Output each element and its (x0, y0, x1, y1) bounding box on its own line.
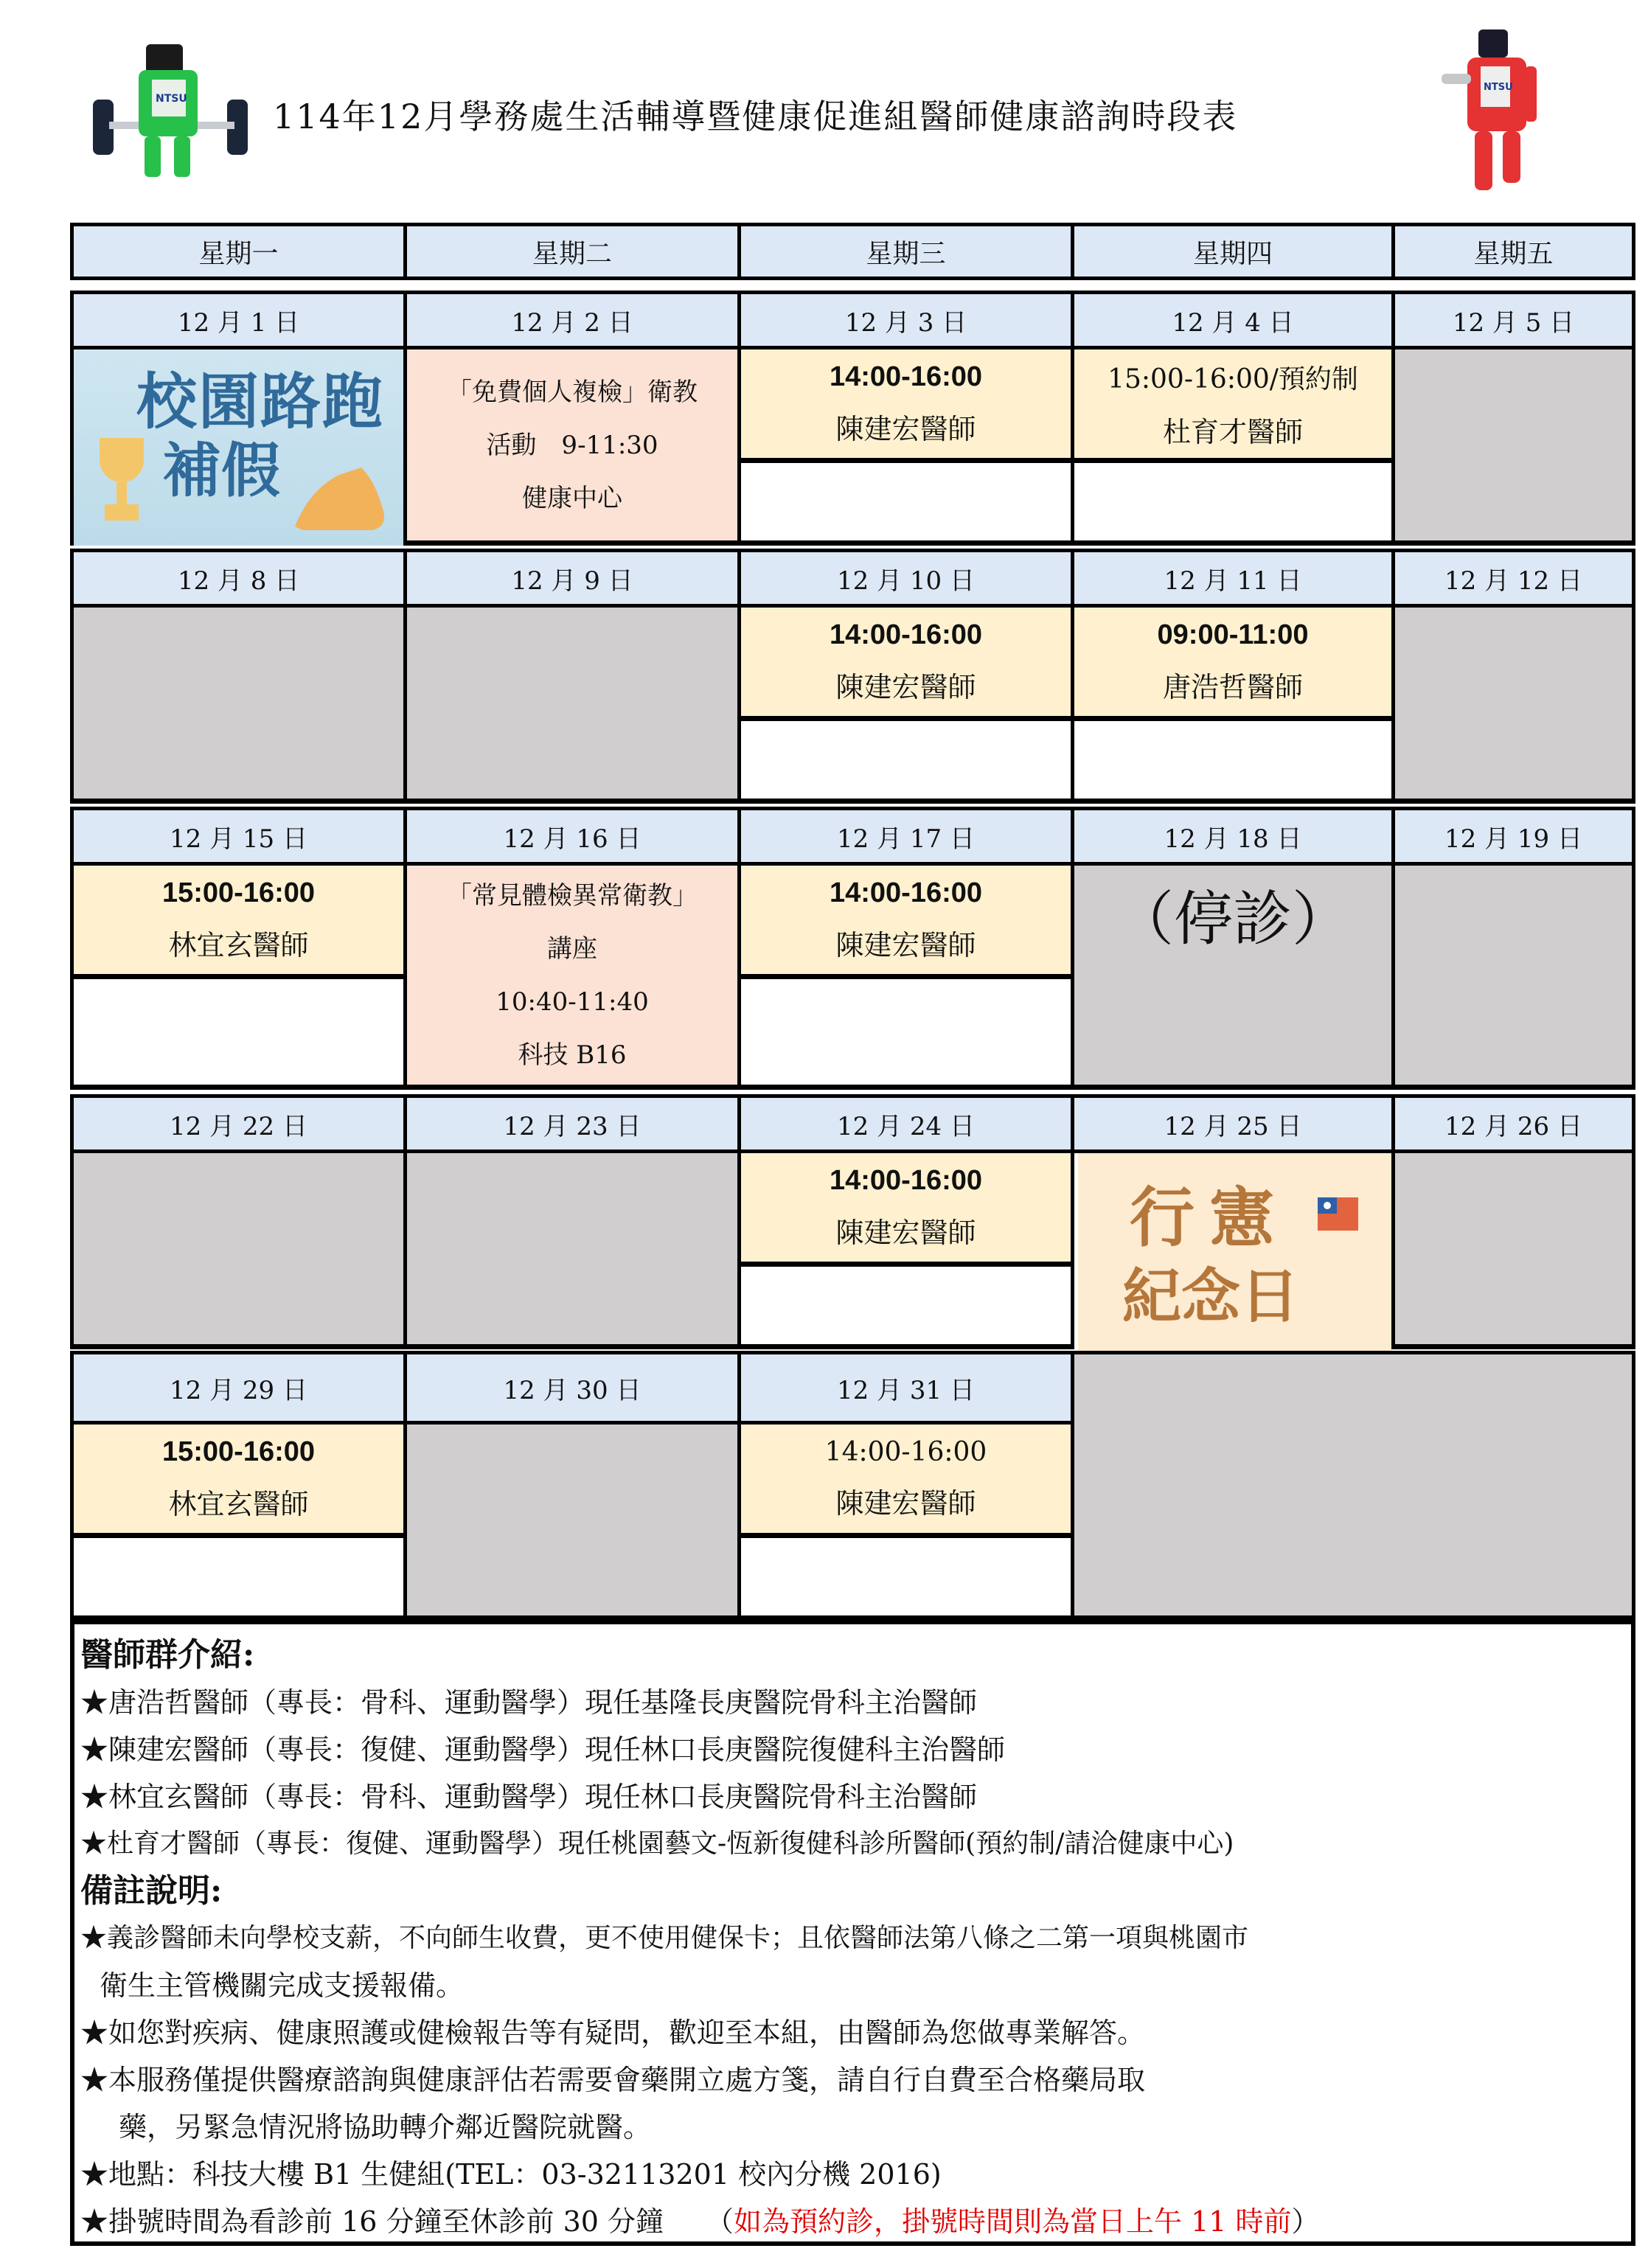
clinic-time: 15:00-16:00 (161, 877, 316, 908)
date-cell (1071, 807, 1395, 866)
doctor-name: 杜育才醫師 (1162, 415, 1303, 448)
date-cell (403, 1094, 741, 1153)
closed-cell (403, 1153, 741, 1349)
event-cell (403, 866, 741, 1090)
clinic-slot (737, 608, 1074, 721)
date-label: 12 月 8 日 (177, 566, 300, 596)
doctor-intro-item: ★唐浩哲醫師（專長：骨科、運動醫學）現任基隆長庚醫院骨科主治醫師 (80, 1686, 978, 1719)
weekday-header-thu (1071, 223, 1395, 280)
date-cell (1391, 549, 1635, 608)
date-cell (1071, 549, 1395, 608)
date-label: 12 月 1 日 (177, 307, 300, 338)
event-time: 活動 9-11:30 (486, 430, 658, 460)
date-cell (737, 291, 1074, 349)
date-cell (403, 291, 741, 349)
svg-text:NTSU: NTSU (1484, 82, 1513, 93)
date-label: 12 月 26 日 (1444, 1111, 1582, 1141)
date-label: 12 月 31 日 (837, 1375, 975, 1405)
weekday-label: 星期一 (198, 238, 279, 269)
clinic-time: 14:00-16:00 (824, 1436, 987, 1467)
empty-slot (70, 979, 407, 1090)
clinic-slot (70, 1425, 407, 1538)
event-time: 10:40-11:40 (496, 987, 649, 1017)
page-title: 114年12月學務處生活輔導暨健康促進組醫師健康諮詢時段表 (273, 97, 1238, 136)
closed-cell (403, 1425, 741, 1621)
empty-slot (737, 1538, 1074, 1621)
closed-cell (1071, 866, 1395, 1090)
empty-slot (737, 721, 1074, 804)
event-location: 健康中心 (522, 483, 622, 513)
event-title: 「常見體檢異常衛教」 (447, 880, 698, 911)
registration-close: ） (1291, 2205, 1320, 2238)
date-cell (1391, 1094, 1635, 1153)
shoe-icon (288, 460, 398, 541)
date-cell (403, 549, 741, 608)
date-label: 12 月 23 日 (503, 1111, 642, 1141)
empty-slot (1071, 463, 1395, 546)
closed-cell (1391, 349, 1635, 546)
closed-cell (1071, 1351, 1635, 1621)
closed-cell (1391, 1153, 1635, 1349)
registration-text: ★掛號時間為看診前 16 分鐘至休診前 30 分鐘 （ (80, 2205, 734, 2238)
doctor-intro-item: ★陳建宏醫師（專長：復健、運動醫學）現任林口長庚醫院復健科主治醫師 (80, 1733, 1006, 1766)
date-label: 12 月 16 日 (503, 824, 642, 854)
location-item: ★地點：科技大樓 B1 生健組(TEL：03-32113201 校內分機 2016) (80, 2158, 942, 2191)
date-cell (737, 1094, 1074, 1153)
remarks-heading: 備註說明: (80, 1872, 223, 1910)
doctor-name: 陳建宏醫師 (835, 412, 976, 445)
date-cell (1391, 291, 1635, 349)
remark-item: ★義診醫師未向學校支薪，不向師生收費，更不使用健保卡；且依醫師法第八條之二第一項與桃園市 (80, 1923, 1249, 1953)
doctor-intro-item: ★杜育才醫師（專長：復健、運動醫學）現任桃園藝文-恆新復健科診所醫師(預約制/請洽健康中心) (80, 1829, 1234, 1859)
date-label: 12 月 29 日 (170, 1375, 307, 1405)
closed-cell (70, 1153, 407, 1349)
weekday-label: 星期五 (1473, 238, 1554, 269)
date-cell (1391, 807, 1635, 866)
date-label: 12 月 18 日 (1164, 824, 1302, 854)
clinic-slot (737, 1425, 1074, 1538)
doctor-name: 陳建宏醫師 (835, 928, 976, 961)
doctor-name: 林宜玄醫師 (168, 1487, 309, 1520)
appointment-notice: 如為預約診，掛號時間則為當日上午 11 時前 (734, 2205, 1292, 2238)
clinic-closed-label: （停診） (1115, 884, 1351, 953)
closed-cell (70, 608, 407, 804)
weekday-header-tue (403, 223, 741, 280)
date-cell (737, 807, 1074, 866)
date-label: 12 月 15 日 (170, 824, 307, 854)
remark-item-continued: 衛生主管機關完成支援報備。 (100, 1969, 465, 2002)
weekday-label: 星期四 (1192, 238, 1273, 269)
notes-panel (70, 1619, 1635, 2246)
event-cell (403, 349, 741, 546)
date-label: 12 月 4 日 (1172, 307, 1294, 338)
weekday-label: 星期三 (866, 238, 946, 269)
doctor-name: 陳建宏醫師 (835, 1486, 976, 1520)
clinic-time: 09:00-11:00 (1157, 619, 1309, 650)
banner-text: 校園路跑 (136, 367, 385, 437)
date-cell (737, 1351, 1074, 1425)
clinic-time: 14:00-16:00 (829, 619, 983, 650)
date-label: 12 月 3 日 (844, 307, 967, 338)
clinic-slot (737, 1153, 1074, 1267)
green-robot-icon (87, 29, 257, 184)
doctor-name: 陳建宏醫師 (835, 1216, 976, 1249)
weekday-header-mon (70, 223, 407, 280)
clinic-slot (1071, 349, 1395, 463)
doctor-name: 陳建宏醫師 (835, 670, 976, 703)
date-label: 12 月 12 日 (1444, 566, 1582, 596)
closed-cell (1391, 866, 1635, 1090)
weekday-header-wed (737, 223, 1074, 280)
weekday-label: 星期二 (532, 238, 612, 269)
svg-text:NTSU: NTSU (156, 93, 187, 105)
clinic-time: 15:00-16:00/預約制 (1108, 363, 1358, 394)
date-cell (403, 1351, 741, 1425)
campus-run-holiday-banner (70, 349, 403, 546)
clinic-time: 14:00-16:00 (829, 1164, 983, 1196)
date-label: 12 月 2 日 (511, 307, 633, 338)
banner-text: 紀念日 (1122, 1262, 1299, 1331)
date-label: 12 月 24 日 (837, 1111, 975, 1141)
red-robot-icon (1438, 22, 1548, 199)
clinic-time: 15:00-16:00 (161, 1436, 316, 1467)
registration-item (80, 2198, 1625, 2245)
weekday-header-fri (1391, 223, 1635, 280)
date-cell (403, 807, 741, 866)
empty-slot (70, 1538, 407, 1621)
date-cell (70, 807, 407, 866)
doctor-name: 林宜玄醫師 (168, 928, 309, 961)
event-subtitle: 講座 (547, 933, 597, 964)
empty-slot (737, 463, 1074, 546)
banner-text: 行憲 (1130, 1180, 1290, 1256)
date-cell (70, 549, 407, 608)
doctor-intro-item: ★林宜玄醫師（專長：骨科、運動醫學）現任林口長庚醫院骨科主治醫師 (80, 1781, 978, 1813)
doctors-heading: 醫師群介紹: (80, 1636, 255, 1674)
date-label: 12 月 9 日 (511, 566, 633, 596)
date-label: 12 月 5 日 (1452, 307, 1575, 338)
date-label: 12 月 19 日 (1444, 824, 1582, 854)
date-label: 12 月 30 日 (503, 1375, 642, 1405)
closed-cell (403, 608, 741, 804)
remark-item: ★如您對疾病、健康照護或健檢報告等有疑問，歡迎至本組，由醫師為您做專業解答。 (80, 2017, 1146, 2049)
event-location: 科技 B16 (518, 1040, 627, 1070)
taiwan-flag-icon (1318, 1197, 1358, 1231)
remark-item: ★本服務僅提供醫療諮詢與健康評估若需要會藥開立處方箋，請自行自費至合格藥局取 (80, 2064, 1146, 2096)
clinic-slot (737, 349, 1074, 463)
remark-item-continued: 藥，另緊急情況將協助轉介鄰近醫院就醫。 (119, 2111, 652, 2143)
closed-cell (1391, 608, 1635, 804)
date-cell (70, 1094, 407, 1153)
clinic-time: 14:00-16:00 (829, 877, 983, 908)
clinic-slot (70, 866, 407, 979)
clinic-slot (1071, 608, 1395, 721)
date-cell (737, 549, 1074, 608)
date-cell (1071, 291, 1395, 349)
date-label: 12 月 11 日 (1164, 566, 1302, 596)
date-label: 12 月 17 日 (837, 824, 975, 854)
clinic-slot (737, 866, 1074, 979)
doctor-name: 唐浩哲醫師 (1162, 670, 1303, 703)
trophy-icon (88, 431, 155, 526)
banner-text: 補假 (162, 436, 280, 505)
date-label: 12 月 22 日 (170, 1111, 307, 1141)
empty-slot (1071, 721, 1395, 804)
empty-slot (737, 1267, 1074, 1349)
date-cell (70, 291, 407, 349)
empty-slot (737, 979, 1074, 1090)
date-cell (70, 1351, 407, 1425)
date-cell (1071, 1094, 1395, 1153)
date-label: 12 月 25 日 (1164, 1111, 1302, 1141)
constitution-day-banner (1078, 1153, 1391, 1352)
clinic-time: 14:00-16:00 (829, 361, 983, 392)
event-title: 「免費個人複檢」衛教 (447, 377, 698, 407)
date-label: 12 月 10 日 (837, 566, 975, 596)
